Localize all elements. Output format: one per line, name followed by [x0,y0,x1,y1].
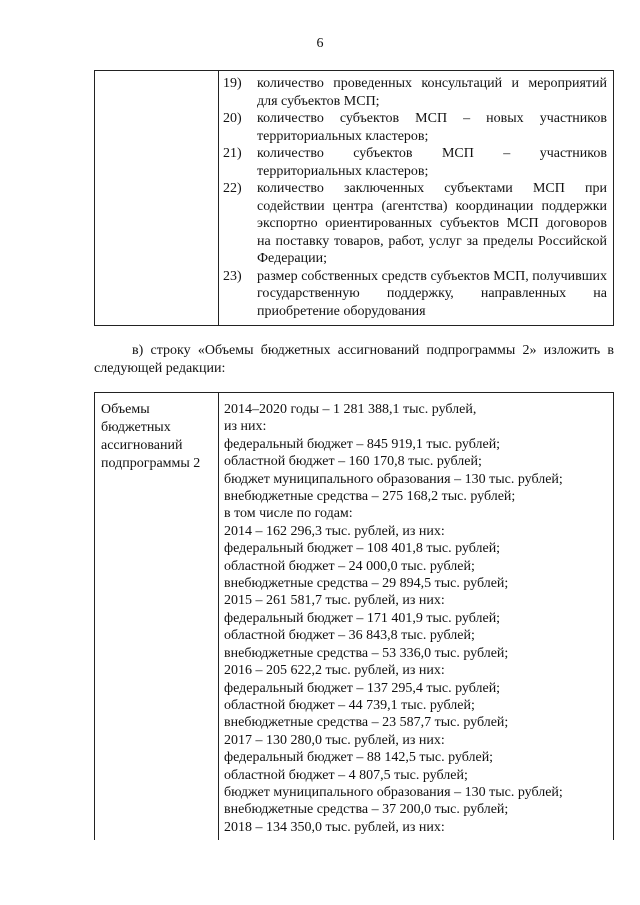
list-item [223,268,607,321]
list-item [223,180,607,268]
budget-line: 2014 – 162 296,3 тыс. рублей, из них: [224,523,445,539]
budget-line: 2018 – 134 350,0 тыс. рублей, из них: [224,819,445,835]
budget-line: внебюджетные средства – 53 336,0 тыс. рублей; [224,645,509,661]
budget-table [94,392,614,840]
budget-line: федеральный бюджет – 137 295,4 тыс. рублей; [224,680,501,696]
budget-line: областной бюджет – 160 170,8 тыс. рублей; [224,454,482,470]
budget-line: бюджет муниципального образования – 130 тыс. рублей; [224,784,563,800]
row-label-line: бюджетных [101,420,171,435]
budget-line: федеральный бюджет – 108 401,8 тыс. рублей; [224,541,501,557]
budget-line: внебюджетные средства – 37 200,0 тыс. рублей; [224,802,509,818]
budget-line: областной бюджет – 44 739,1 тыс. рублей; [224,697,475,713]
row-label-line: Объемы [101,402,150,417]
budget-line: федеральный бюджет – 845 919,1 тыс. рублей; [224,436,501,452]
budget-line: внебюджетные средства – 23 587,7 тыс. рублей; [224,715,509,731]
budget-line: 2017 – 130 280,0 тыс. рублей, из них: [224,732,445,748]
budget-line: из них: [224,419,267,435]
budget-line: внебюджетные средства – 275 168,2 тыс. рублей; [224,489,516,505]
budget-line: областной бюджет – 24 000,0 тыс. рублей; [224,558,475,574]
list-item-text: количество субъектов МСП – участников территориальных кластеров; [257,146,607,179]
budget-line: внебюджетные средства – 29 894,5 тыс. рублей; [224,576,509,592]
row-label [101,401,215,473]
budget-line: федеральный бюджет – 171 401,9 тыс. рублей; [224,610,501,626]
budget-line: в том числе по годам: [224,506,353,522]
list-item [223,110,607,145]
budget-values [224,401,610,836]
list-item-text: количество субъектов МСП – новых участников территориальных кластеров; [257,111,607,144]
row-label-line: подпрограммы 2 [101,456,201,471]
list-item-text: размер собственных средств субъектов МСП, получивших государственную поддержку, направленных на приобретение оборудования [257,268,607,319]
list-item [223,145,607,180]
list-item-number: 21) [223,146,242,161]
indicators-table [94,70,614,326]
list-item [223,75,607,110]
list-item-number: 22) [223,181,242,196]
indicators-list [223,75,607,320]
amendment-paragraph: в) строку «Объемы бюджетных ассигнований подпрограммы 2» изложить в следующей редакции: [94,343,614,376]
budget-line: 2014–2020 годы – 1 281 388,1 тыс. рублей, [224,402,477,417]
page-number: 6 [316,36,324,51]
budget-line: 2015 – 261 581,7 тыс. рублей, из них: [224,593,445,609]
budget-line: областной бюджет – 36 843,8 тыс. рублей; [224,628,475,644]
list-item-text: количество проведенных консультаций и мероприятий для субъектов МСП; [257,76,607,109]
budget-line: федеральный бюджет – 88 142,5 тыс. рублей; [224,750,494,766]
row-label-line: ассигнований [101,438,183,453]
column-divider [218,393,219,840]
list-item-number: 20) [223,111,242,126]
column-divider [218,71,219,325]
list-item-number: 19) [223,76,242,91]
budget-line: 2016 – 205 622,2 тыс. рублей, из них: [224,663,445,679]
list-item-text: количество заключенных субъектами МСП при содействии центра (агентства) координации поддержки экспортно ориентированных субъектов МСП договоров на поставку товаров, работ, услуг за пределы Российской Федерации; [257,181,607,266]
list-item-number: 23) [223,268,242,284]
budget-line: областной бюджет – 4 807,5 тыс. рублей; [224,767,468,783]
budget-line: бюджет муниципального образования – 130 тыс. рублей; [224,471,563,487]
